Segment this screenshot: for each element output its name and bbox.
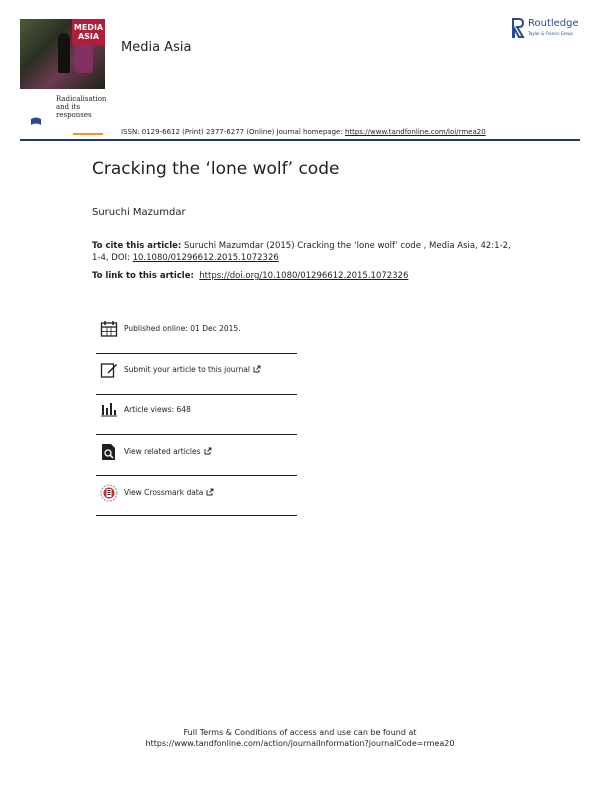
- cover-subtitle-line2: and its responses: [56, 103, 92, 119]
- publisher-tagline: Taylor & Francis Group: [528, 31, 573, 36]
- cover-subtitle-line1: Radicalisation: [56, 95, 107, 103]
- related-search-icon: [100, 443, 118, 461]
- meta-divider: [96, 515, 297, 516]
- meta-divider: [96, 394, 297, 395]
- journal-cover-image: [20, 19, 105, 134]
- crossmark-text: View Crossmark data: [124, 488, 204, 497]
- article-views-row: [96, 401, 297, 441]
- citation-text: Suruchi Mazumdar (2015) Cracking the ‘lone wolf’ code , Media Asia, 42:1-2, 1-4, DOI:: [92, 241, 511, 263]
- doi-link[interactable]: 10.1080/01296612.2015.1072326: [132, 253, 279, 263]
- published-online-label: Published online: 01 Dec 2015.: [124, 324, 241, 333]
- footer-terms-link[interactable]: https://www.tandfonline.com/action/journalInformation?journalCode=rmea20: [145, 739, 455, 748]
- crossmark-link[interactable]: [124, 488, 214, 497]
- crossmark-icon: [100, 484, 118, 502]
- related-articles-row[interactable]: [96, 443, 297, 483]
- bar-chart-icon: [100, 401, 118, 419]
- header-divider: [20, 139, 580, 141]
- publisher-name: Routledge: [528, 18, 579, 29]
- calendar-icon: [100, 320, 118, 338]
- issn-text: ISSN: 0129-6612 (Print) 2377-6277 (Online) Journal homepage:: [121, 128, 345, 136]
- external-link-icon: [204, 447, 212, 455]
- meta-divider: [96, 434, 297, 435]
- cover-badge-line2: ASIA: [77, 32, 100, 41]
- cover-publisher-logo-icon: [30, 117, 42, 127]
- crossmark-row[interactable]: [96, 484, 297, 524]
- article-link-label: To link to this article:: [92, 271, 194, 281]
- edit-icon: [100, 361, 118, 379]
- article-doi-url-link[interactable]: https://doi.org/10.1080/01296612.2015.1072326: [199, 271, 409, 281]
- meta-divider: [96, 475, 297, 476]
- cover-badge-line1: MEDIA: [73, 23, 104, 32]
- routledge-r-icon: [511, 18, 525, 38]
- footer-terms-text: Full Terms & Conditions of access and use can be found at: [183, 728, 417, 737]
- cover-subtitle: [56, 95, 106, 119]
- published-online-row: [96, 320, 297, 360]
- footer: [0, 727, 600, 749]
- article-link-line: [92, 271, 408, 281]
- related-articles-link[interactable]: [124, 447, 212, 456]
- article-views-label: Article views: 648: [124, 405, 191, 414]
- related-articles-text: View related articles: [124, 447, 201, 456]
- publisher-logo[interactable]: [511, 18, 591, 40]
- journal-homepage-link[interactable]: https://www.tandfonline.com/loi/rmea20: [344, 128, 486, 136]
- cover-badge: [72, 19, 105, 45]
- journal-title: Media Asia: [121, 40, 192, 55]
- submit-article-row[interactable]: [96, 361, 297, 401]
- issn-line: [121, 128, 486, 136]
- orange-accent-rule: [73, 133, 103, 135]
- submit-article-link[interactable]: [124, 365, 261, 374]
- meta-divider: [96, 353, 297, 354]
- article-author: Suruchi Mazumdar: [92, 207, 186, 218]
- citation-label: To cite this article:: [92, 241, 182, 251]
- citation: [92, 240, 512, 264]
- external-link-icon: [206, 488, 214, 496]
- submit-article-text: Submit your article to this journal: [124, 365, 250, 374]
- external-link-icon: [253, 365, 261, 373]
- article-title: Cracking the ‘lone wolf’ code: [92, 159, 340, 179]
